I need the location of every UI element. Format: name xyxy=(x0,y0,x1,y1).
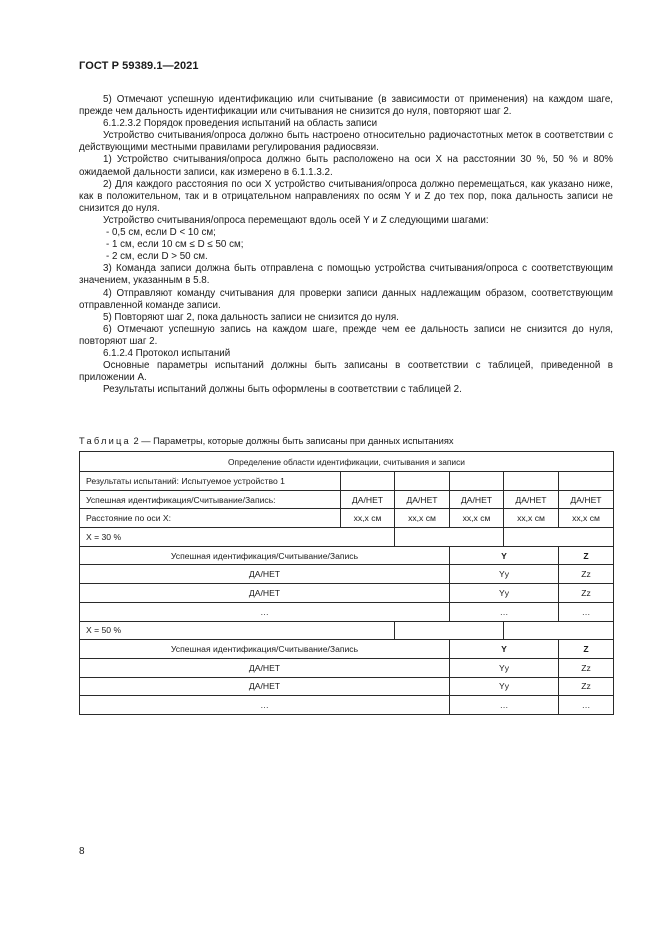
subheader-cell: Y xyxy=(450,546,559,565)
table-cell: Yy xyxy=(450,584,559,603)
paragraph: 4) Отправляют команду считывания для проверки записи данных надлежащим образом, соответствующим отправленной команде записи. xyxy=(79,287,613,311)
table-caption-label: Таблица xyxy=(79,436,131,446)
table-row xyxy=(80,565,614,584)
table-row xyxy=(80,528,614,547)
table-row xyxy=(80,602,614,621)
paragraph: Устройство считывания/опроса перемещают вдоль осей Y и Z следующими шагами: xyxy=(103,214,489,226)
table-row xyxy=(80,509,614,528)
empty-cell xyxy=(504,528,614,547)
table-cell: Zz xyxy=(559,677,614,696)
table-row xyxy=(80,621,614,640)
table-cell: ДА/НЕТ xyxy=(395,490,450,509)
list-item: - 1 см, если 10 см ≤ D ≤ 50 см; xyxy=(106,239,244,251)
results-label: Результаты испытаний: Испытуемое устройство 1 xyxy=(80,472,341,491)
paragraph: 6) Отмечают успешную запись на каждом шаге, прежде чем ее дальность записи не снизится до нуля, повторяют шаг 2. xyxy=(79,323,613,347)
paragraph: 6.1.2.3.2 Порядок проведения испытаний на область записи xyxy=(103,118,378,130)
subheader-cell: Успешная идентификация/Считывание/Запись xyxy=(80,640,450,659)
table-row xyxy=(80,472,614,491)
empty-cell xyxy=(395,621,504,640)
table-cell: ДА/НЕТ xyxy=(559,490,614,509)
paragraph: Результаты испытаний должны быть оформлены в соответствии с таблицей 2. xyxy=(103,384,462,396)
table-cell: ДА/НЕТ xyxy=(80,584,450,603)
table-cell: ДА/НЕТ xyxy=(80,658,450,677)
paragraph: 6.1.2.4 Протокол испытаний xyxy=(103,347,231,359)
document-header: ГОСТ Р 59389.1—2021 xyxy=(79,60,199,72)
table-cell: … xyxy=(559,602,614,621)
subheader-cell: Z xyxy=(559,546,614,565)
table-cell: ДА/НЕТ xyxy=(450,490,504,509)
table-cell: Zz xyxy=(559,658,614,677)
table-cell: … xyxy=(559,696,614,715)
table-row xyxy=(80,490,614,509)
empty-cell xyxy=(395,528,504,547)
table-subheader-row xyxy=(80,640,614,659)
table-row xyxy=(80,658,614,677)
page-number: 8 xyxy=(79,846,85,857)
table-cell: Zz xyxy=(559,584,614,603)
paragraph: 5) Повторяют шаг 2, пока дальность записи не снизится до нуля. xyxy=(103,311,399,323)
table-cell: xx,x см xyxy=(450,509,504,528)
list-item: - 0,5 см, если D < 10 см; xyxy=(106,227,216,239)
table-subheader-row xyxy=(80,546,614,565)
subheader-cell: Успешная идентификация/Считывание/Запись xyxy=(80,546,450,565)
paragraph: 2) Для каждого расстояния по оси X устройство считывания/опроса должно перемещаться, как указано ниже, как в положительном, так и в отрицательном направлениях по осям Y и Z до тех пор, пока дальность записи не снизится до нуля. xyxy=(79,178,613,214)
success-label: Успешная идентификация/Считывание/Запись: xyxy=(80,490,341,509)
table-row xyxy=(80,584,614,603)
subheader-cell: Y xyxy=(450,640,559,659)
subheader-cell: Z xyxy=(559,640,614,659)
body-text xyxy=(79,94,613,396)
empty-cell xyxy=(450,472,504,491)
table-caption-text: 2 — Параметры, которые должны быть записаны при данных испытаниях xyxy=(130,436,454,446)
table-cell: Zz xyxy=(559,565,614,584)
paragraph: Устройство считывания/опроса должно быть настроено относительно радиочастотных меток в соответствии с действующими местными правилами регулирования радиосвязи. xyxy=(79,130,613,154)
paragraph: Основные параметры испытаний должны быть записаны в соответствии с таблицей, приведенной в приложении А. xyxy=(79,360,613,384)
table-cell: ДА/НЕТ xyxy=(80,565,450,584)
table-cell: … xyxy=(450,602,559,621)
x-label: X = 50 % xyxy=(80,621,395,640)
table-cell: ДА/НЕТ xyxy=(504,490,559,509)
paragraph: 5) Отмечают успешную идентификацию или считывание (в зависимости от применения) на каждом шаге, прежде чем дальность идентификации или считывания не снизится до нуля, повторяют шаг 2. xyxy=(79,94,613,118)
empty-cell xyxy=(395,472,450,491)
table-title: Определение области идентификации, считывания и записи xyxy=(80,452,614,472)
table-cell: xx,x см xyxy=(559,509,614,528)
table-cell: Yy xyxy=(450,677,559,696)
x-label: X = 30 % xyxy=(80,528,395,547)
table-cell: Yy xyxy=(450,565,559,584)
table-cell: … xyxy=(450,696,559,715)
table-row xyxy=(80,677,614,696)
table-cell: ДА/НЕТ xyxy=(80,677,450,696)
empty-cell xyxy=(559,472,614,491)
table-cell: … xyxy=(80,602,450,621)
empty-cell xyxy=(504,621,614,640)
table-cell: ДА/НЕТ xyxy=(341,490,395,509)
distance-label: Расстояние по оси X: xyxy=(80,509,341,528)
empty-cell xyxy=(341,472,395,491)
table-cell: xx,x см xyxy=(504,509,559,528)
table-cell: xx,x см xyxy=(341,509,395,528)
empty-cell xyxy=(504,472,559,491)
table-cell: … xyxy=(80,696,450,715)
parameters-table xyxy=(79,451,614,715)
paragraph: 1) Устройство считывания/опроса должно быть расположено на оси X на расстоянии 30 %, 50 % и 80% ожидаемой дальности записи, как измерено в 6.1.1.3.2. xyxy=(79,154,613,178)
table-cell: xx,x см xyxy=(395,509,450,528)
table-cell: Yy xyxy=(450,658,559,677)
table-caption xyxy=(79,436,454,446)
table-row xyxy=(80,696,614,715)
table-title-row xyxy=(80,452,614,472)
paragraph: 3) Команда записи должна быть отправлена с помощью устройства считывания/опроса с соответствующим значением, указанным в 5.8. xyxy=(79,263,613,287)
list-item: - 2 см, если D > 50 см. xyxy=(106,251,208,263)
